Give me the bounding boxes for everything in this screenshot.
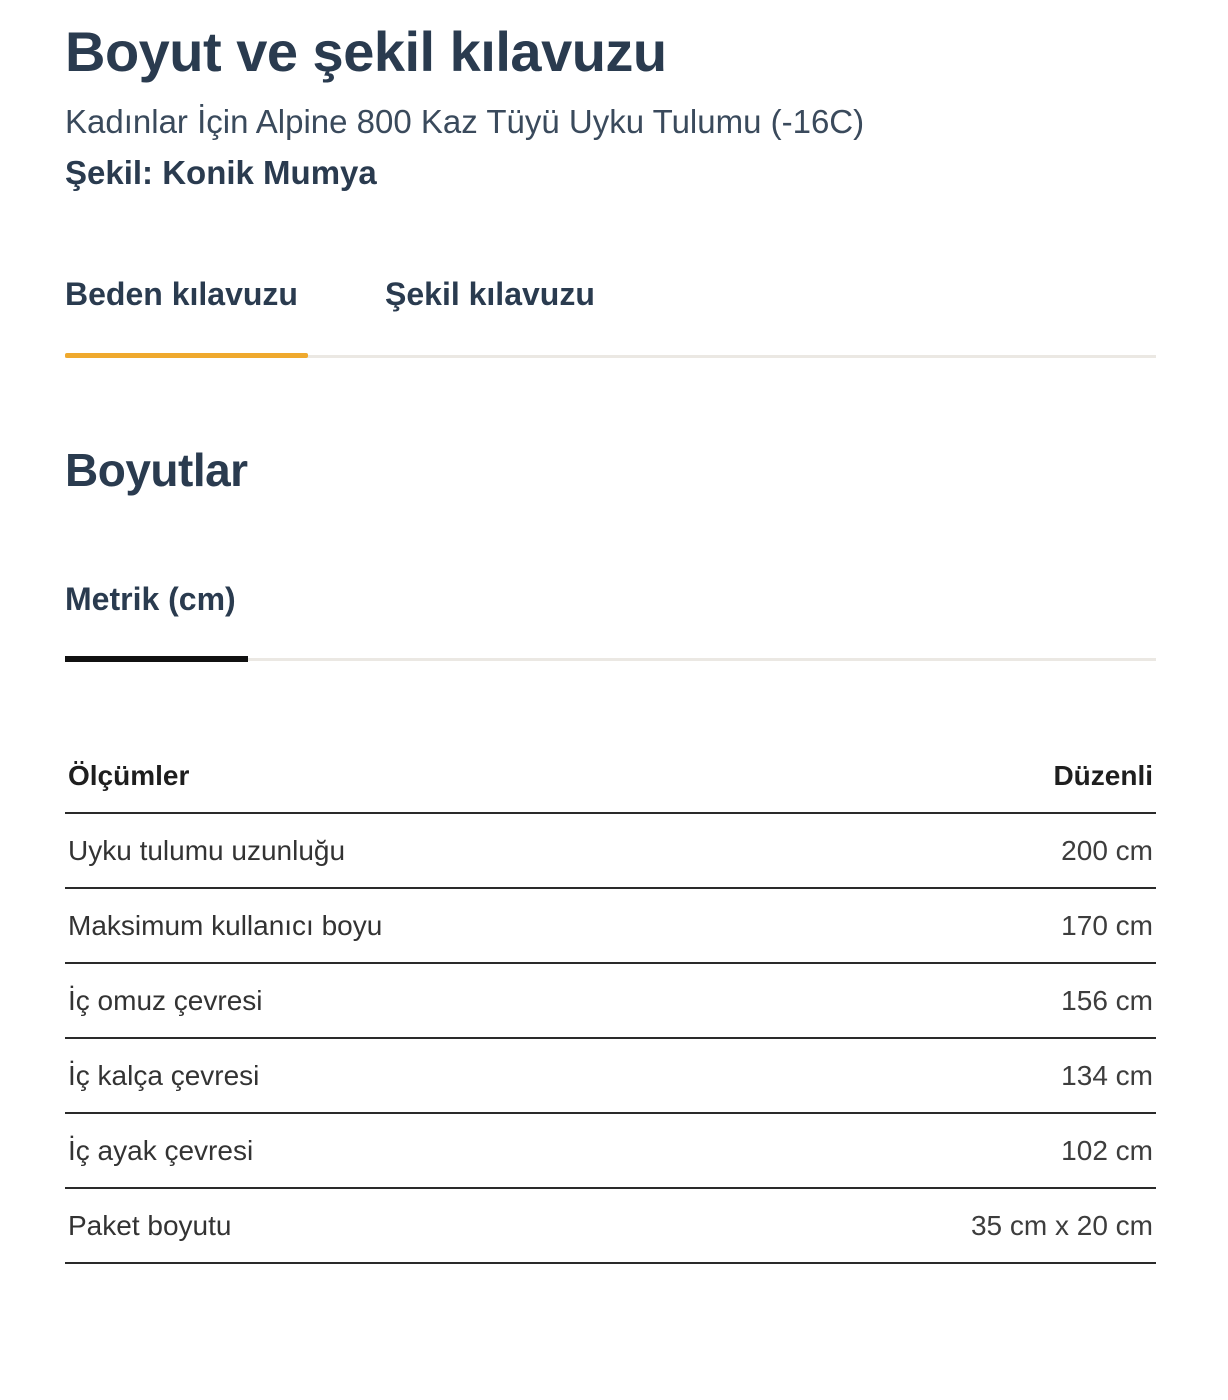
table-row (65, 813, 1156, 888)
row-label: Maksimum kullanıcı boyu (65, 888, 752, 963)
page-title: Boyut ve şekil kılavuzu (65, 20, 667, 83)
table-header-row (65, 740, 1156, 813)
tab-size-guide[interactable]: Beden kılavuzu (65, 270, 308, 358)
unit-tabs (65, 575, 1156, 665)
tab-metric[interactable]: Metrik (cm) (65, 575, 248, 663)
row-value: 35 cm x 20 cm (752, 1188, 1156, 1263)
table-row (65, 1188, 1156, 1263)
row-label: Uyku tulumu uzunluğu (65, 813, 752, 888)
product-name: Kadınlar İçin Alpine 800 Kaz Tüyü Uyku Tulumu (-16C) (65, 103, 865, 140)
table-row (65, 1113, 1156, 1188)
shape-label: Şekil: Konik Mumya (65, 154, 377, 191)
row-value: 156 cm (752, 963, 1156, 1038)
table-row (65, 1038, 1156, 1113)
row-label: Paket boyutu (65, 1188, 752, 1263)
dimensions-heading: Boyutlar (65, 444, 248, 496)
row-value: 170 cm (752, 888, 1156, 963)
row-label: İç ayak çevresi (65, 1113, 752, 1188)
column-header-measurements: Ölçümler (65, 740, 752, 813)
column-header-regular: Düzenli (752, 740, 1156, 813)
table-row (65, 888, 1156, 963)
row-value: 102 cm (752, 1113, 1156, 1188)
guide-tabs (65, 270, 1156, 360)
row-value: 134 cm (752, 1038, 1156, 1113)
row-value: 200 cm (752, 813, 1156, 888)
table-row (65, 963, 1156, 1038)
row-label: İç kalça çevresi (65, 1038, 752, 1113)
dimensions-table (65, 740, 1156, 1264)
row-label: İç omuz çevresi (65, 963, 752, 1038)
tab-shape-guide[interactable]: Şekil kılavuzu (385, 276, 595, 312)
